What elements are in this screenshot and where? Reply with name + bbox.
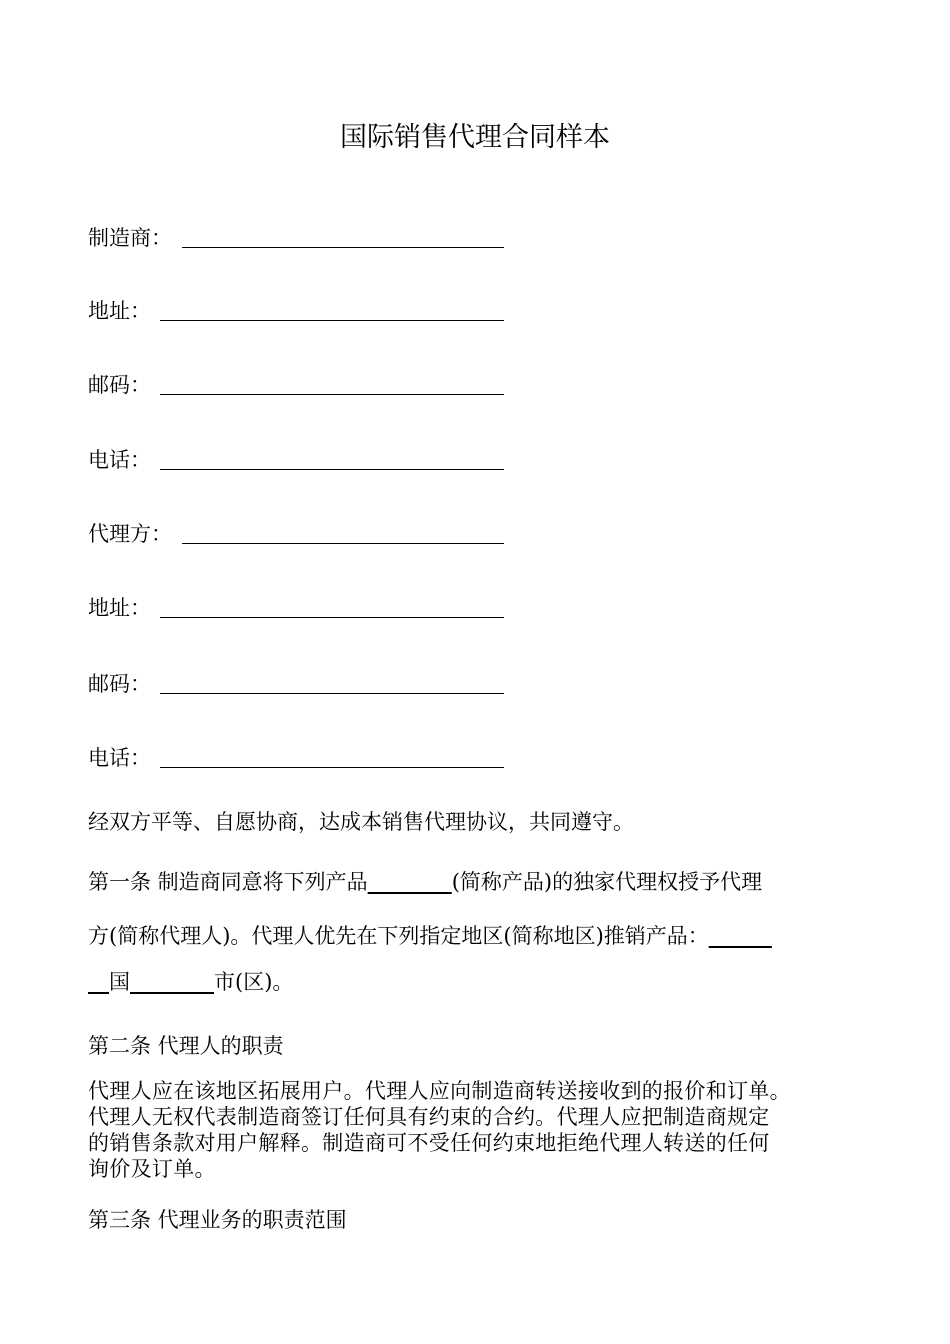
article1-line1-text-b: (简称产品)的独家代理权授予代理: [451, 870, 763, 894]
agent-phone-field: [88, 743, 151, 773]
agent-phone-blank: [160, 767, 504, 768]
article2-body-line: 询价及订单。: [88, 1157, 216, 1181]
agent-address-field: [88, 593, 151, 623]
article2-body-line: 的销售条款对用户解释。制造商可不受任何约束地拒绝代理人转送的任何: [88, 1131, 770, 1155]
manufacturer-phone-blank: [160, 469, 504, 470]
manufacturer-address-blank: [160, 320, 504, 321]
agent-postcode-field: [88, 669, 151, 699]
manufacturer-postcode-blank: [160, 394, 504, 395]
manufacturer-name-label: 制造商：: [88, 226, 172, 250]
agent-address-label: 地址：: [88, 596, 151, 620]
article1-line2: [88, 921, 864, 951]
country-label: 国: [109, 970, 130, 994]
region-blank-end: __: [88, 970, 109, 994]
product-blank: ________: [367, 870, 452, 894]
article2-body: [88, 1078, 864, 1182]
agent-postcode-blank: [160, 693, 504, 694]
article1-line1-text-a: 第一条 制造商同意将下列产品: [88, 870, 368, 894]
agent-phone-label: 电话：: [88, 746, 151, 770]
article1-line2-text: 方(简称代理人)。代理人优先在下列指定地区(简称地区)推销产品：: [88, 924, 709, 948]
agent-name-field: [88, 519, 172, 549]
article2-body-line: 代理人无权代表制造商签订任何具有约束的合约。代理人应把制造商规定: [88, 1105, 770, 1129]
region-blank-start: ______: [708, 924, 772, 948]
manufacturer-address-label: 地址：: [88, 299, 151, 323]
manufacturer-name-field: [88, 223, 172, 253]
agent-name-blank: [182, 543, 504, 544]
manufacturer-postcode-label: 邮码：: [88, 373, 151, 397]
document-title: 国际销售代理合同样本: [340, 122, 610, 153]
manufacturer-phone-field: [88, 445, 151, 475]
agent-postcode-label: 邮码：: [88, 672, 151, 696]
city-blank: ________: [130, 970, 214, 994]
manufacturer-name-blank: [182, 247, 504, 248]
manufacturer-phone-label: 电话：: [88, 448, 151, 472]
agent-name-label: 代理方：: [88, 522, 172, 546]
article2-heading: 第二条 代理人的职责: [88, 1034, 284, 1058]
city-label: 市(区)。: [214, 970, 294, 994]
article1-line3: [88, 967, 864, 997]
article1-line1: [88, 867, 864, 897]
article2-body-line: 代理人应在该地区拓展用户。代理人应向制造商转送接收到的报价和订单。: [88, 1079, 791, 1103]
preamble-text: 经双方平等、自愿协商，达成本销售代理协议，共同遵守。: [88, 810, 634, 834]
manufacturer-address-field: [88, 296, 151, 326]
article3-heading: 第三条 代理业务的职责范围: [88, 1208, 347, 1232]
manufacturer-postcode-field: [88, 370, 151, 400]
agent-address-blank: [160, 617, 504, 618]
